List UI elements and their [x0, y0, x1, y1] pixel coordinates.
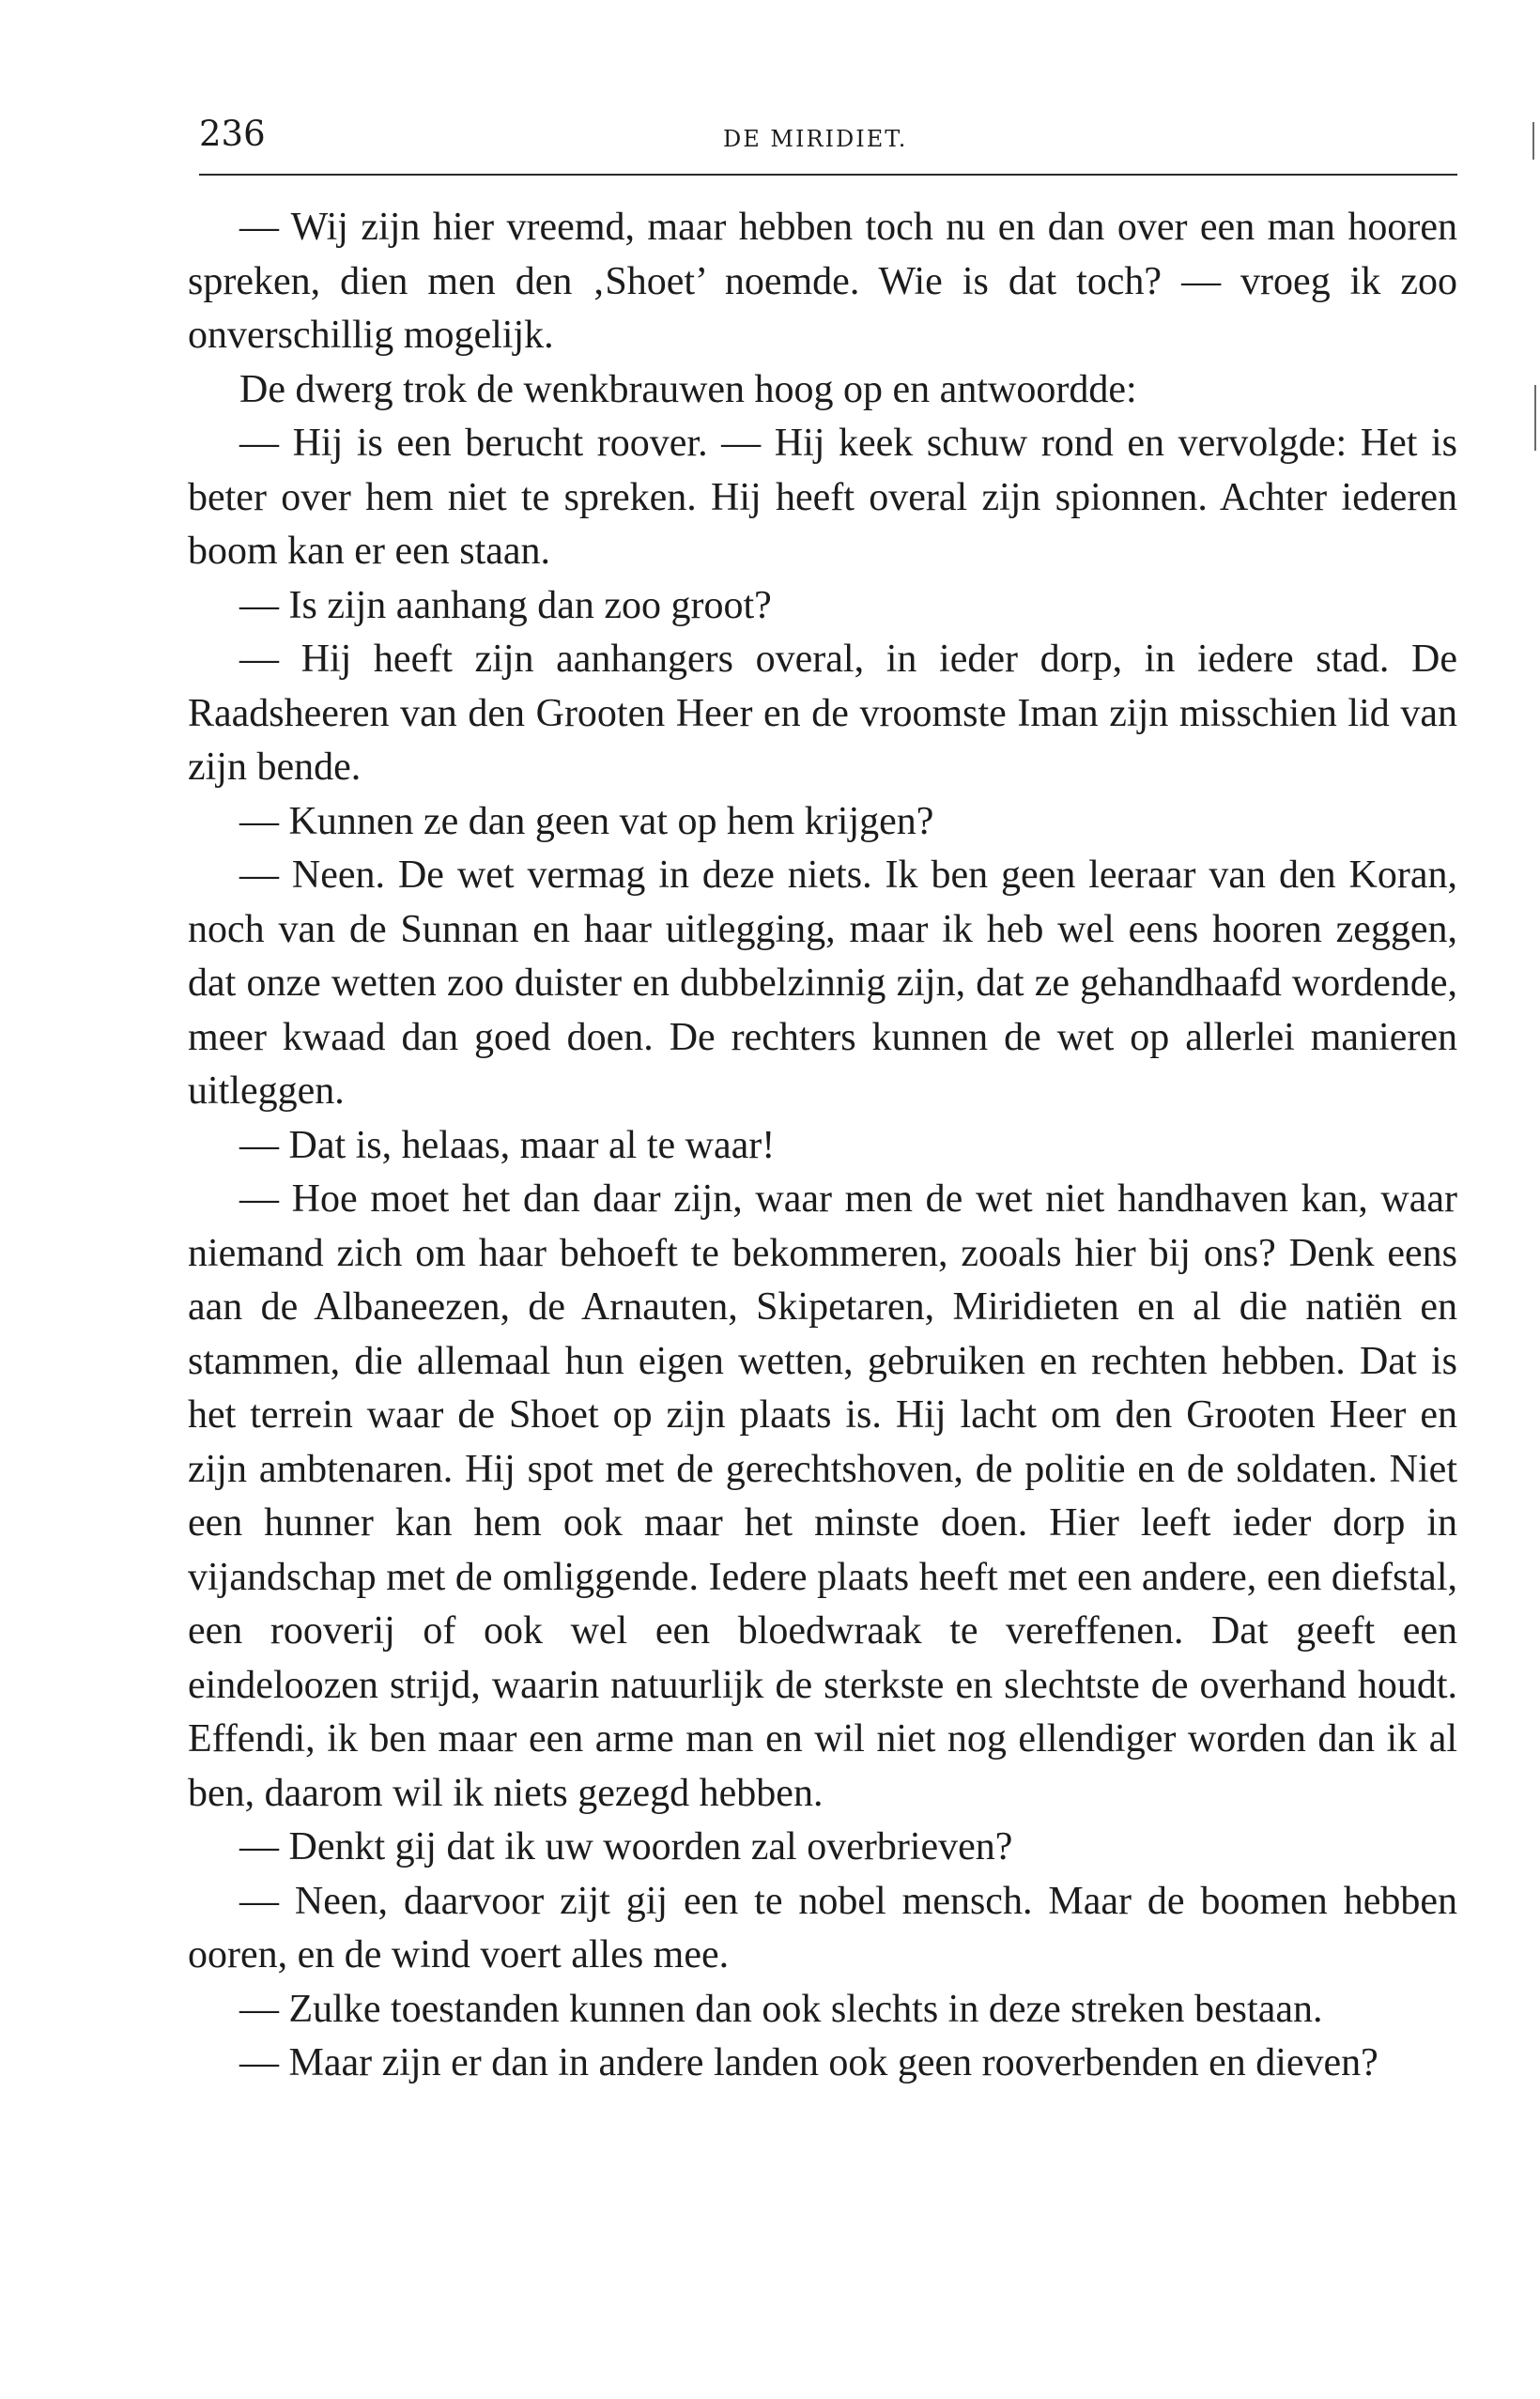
paragraph: — Hoe moet het dan daar zijn, waar men de wet niet handhaven kan, waar niemand zich om haar behoeft te bekommeren, zooals hier bij ons? Denk eens aan de Albaneezen, de Arnauten, Skipetaren, Miridieten en al die natiën en stammen, die allemaal hun eigen wetten, gebruiken en rechten hebben. Dat is het terrein waar de Shoet op zijn plaats is. Hij lacht om den Grooten Heer en zijn ambtenaren. Hij spot met de gerechtshoven, de politie en de soldaten. Niet een hunner kan hem ook maar het minste doen. Hier leeft ieder dorp in vijandschap met de omliggende. Iedere plaats heeft met een andere, een diefstal, een rooverij of ook wel een bloedwraak te vereffenen. Dat geeft een eindeloozen strijd, waarin natuurlijk de sterkste en slechtste de overhand houdt. Effendi, ik ben maar een arme man en wil niet nog ellendiger worden dan ik al ben, daarom wil ik niets gezegd hebben. — [188, 1177, 1457, 1815]
paragraph: — Denkt gij dat ik uw woorden zal overbrieven? — [239, 1825, 1013, 1868]
paragraph: — Zulke toestanden kunnen dan ook slechts in deze streken bestaan. — [239, 1987, 1323, 2031]
paragraph: De dwerg trok de wenkbrauwen hoog op en antwoordde: — [239, 367, 1137, 411]
paragraph: — Hij is een berucht roover. — Hij keek schuw rond en vervolgde: Het is beter over hem niet te spreken. Hij heeft overal zijn spionnen. Achter iederen boom kan er een staan. — [188, 422, 1457, 573]
page-number: 236 — [199, 114, 266, 154]
paragraph: — Neen. De wet vermag in deze niets. Ik ben geen leeraar van den Koran, noch van de Sunnan en haar uitlegging, maar ik heb wel eens hooren zeggen, dat onze wetten zoo duister en dubbelzinnig zijn, dat ze gehandhaafd wordende, meer kwaad dan goed doen. De rechters kunnen de wet op allerlei manieren uitleggen. — [188, 853, 1457, 1113]
page-header — [199, 111, 1457, 167]
paragraph: — Wij zijn hier vreemd, maar hebben toch nu en dan over een man hooren spreken, dien men den ‚Shoet’ noemde. Wie is dat toch? — vroeg ik zoo onverschillig mogelijk. — [188, 206, 1457, 357]
header-rule — [199, 174, 1457, 176]
running-title: DE MIRIDIET. — [723, 126, 908, 152]
paragraph: — Dat is, helaas, maar al te waar! — [239, 1123, 776, 1167]
paragraph: — Is zijn aanhang dan zoo groot? — [239, 583, 772, 627]
scan-edge-mark — [1532, 122, 1534, 160]
paragraph: — Maar zijn er dan in andere landen ook geen rooverbenden en dieven? — [239, 2041, 1378, 2084]
paragraph: — Kunnen ze dan geen vat op hem krijgen? — [239, 799, 934, 843]
paragraph: — Neen, daarvoor zijt gij een te nobel mensch. Maar de boomen hebben ooren, en de wind voert alles mee. — [188, 1879, 1457, 1976]
paragraph: — Hij heeft zijn aanhangers overal, in ieder dorp, in iedere stad. De Raadsheeren van den Grooten Heer en de vroomste Iman zijn misschien lid van zijn bende. — [188, 638, 1457, 789]
body-text — [188, 201, 1457, 2091]
scan-edge-mark — [1534, 385, 1536, 451]
